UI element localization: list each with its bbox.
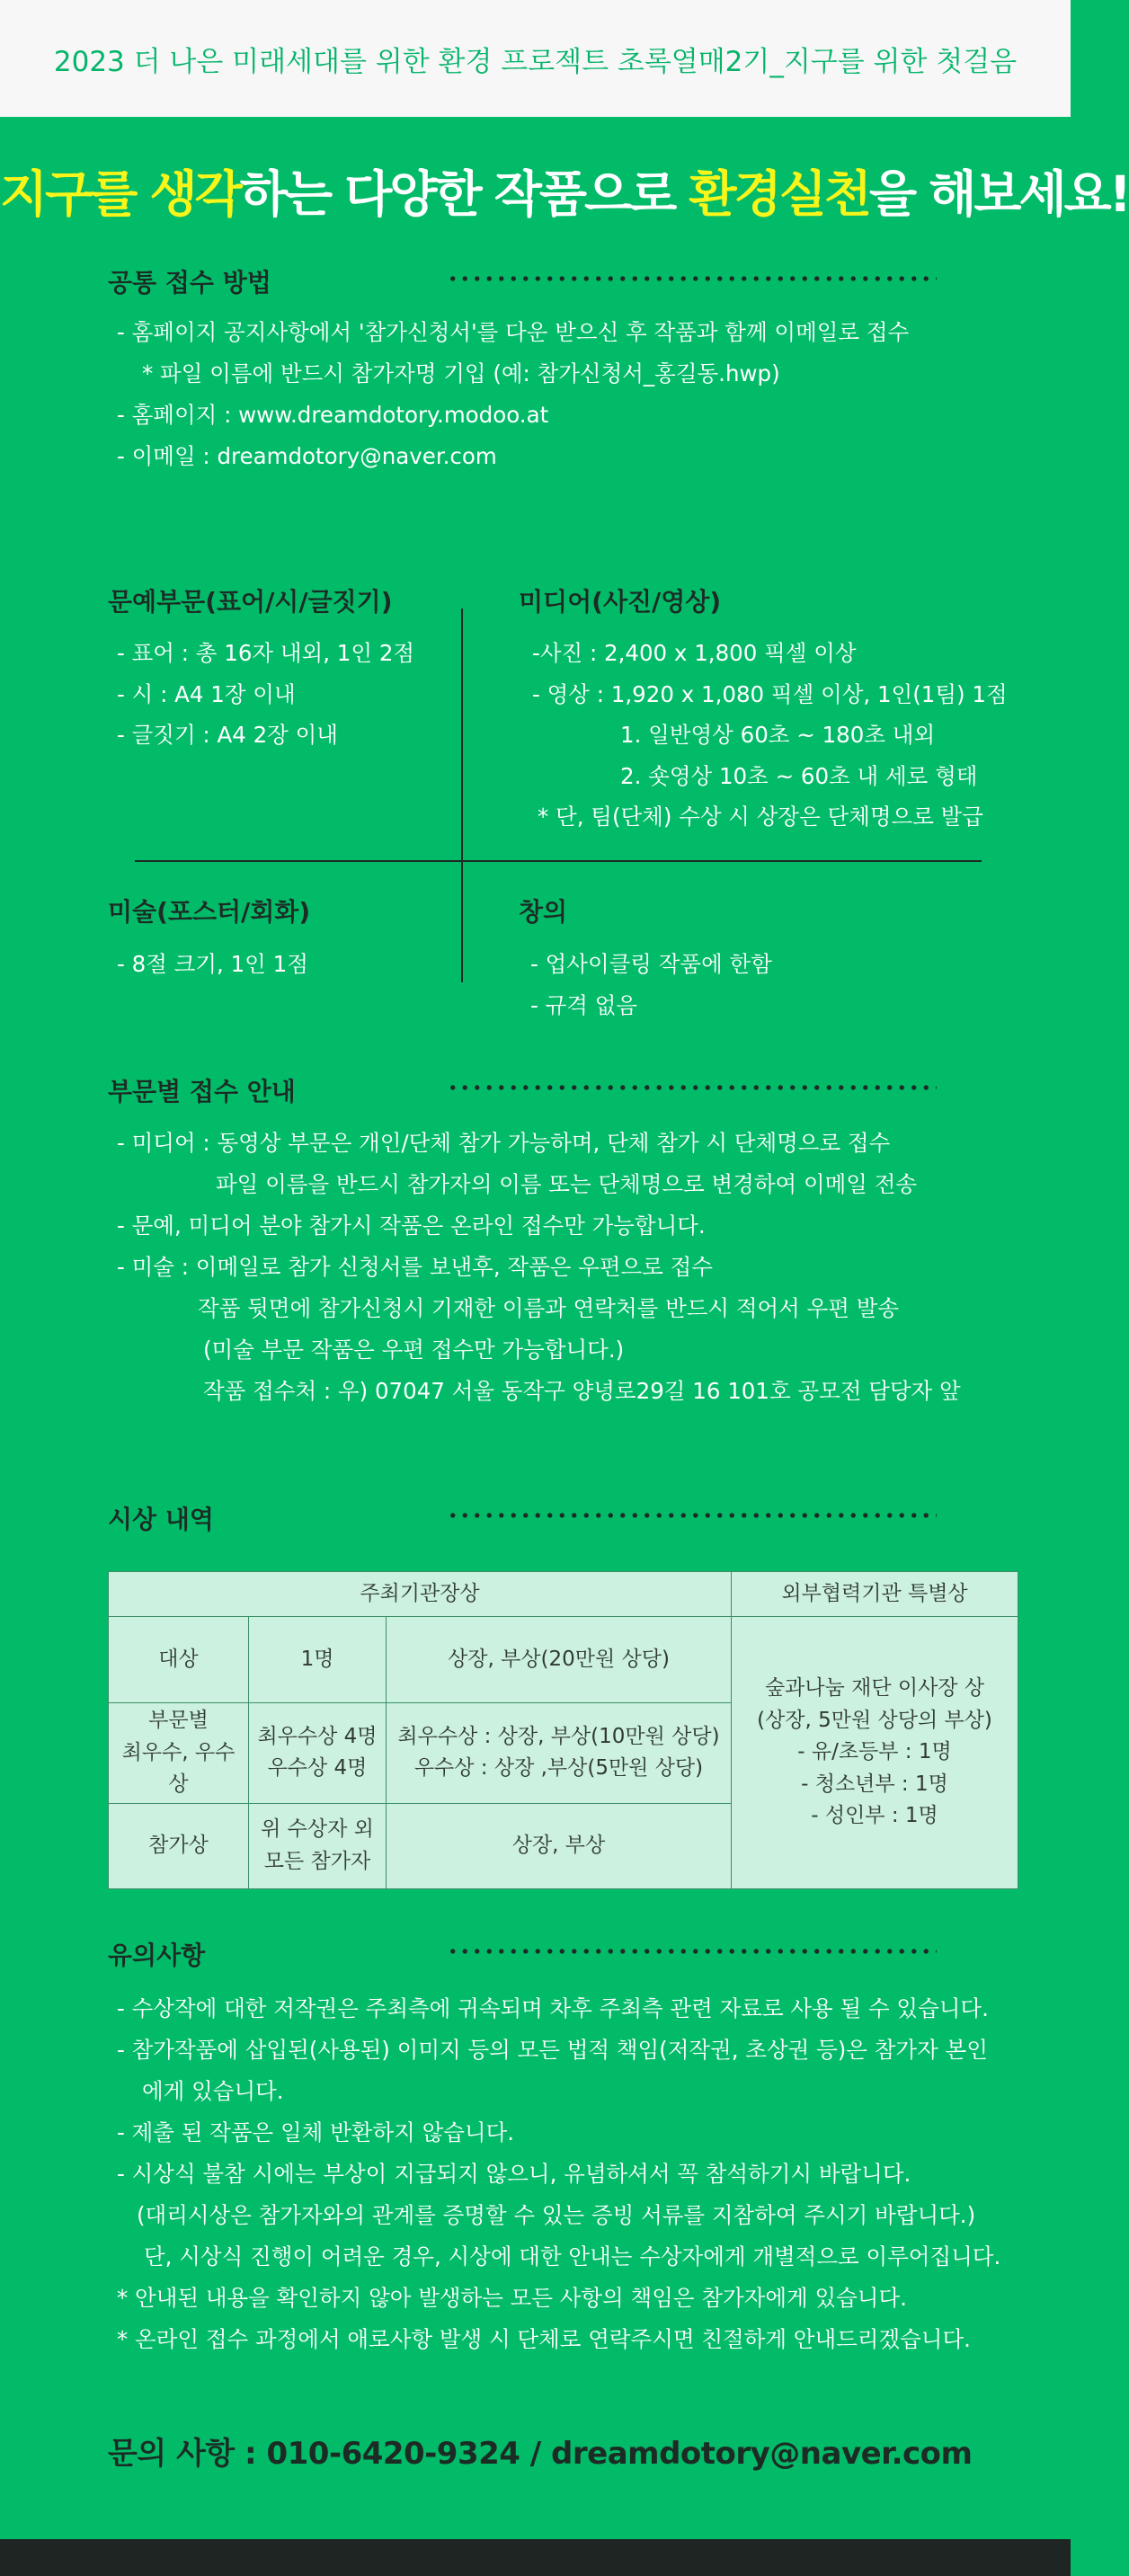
- creative-title: 창의: [519, 897, 568, 927]
- media-title: 미디어(사진/영상): [519, 587, 722, 617]
- table-cell: 상장, 부상(20만원 상당): [387, 1617, 732, 1703]
- table-row: [109, 1617, 1018, 1703]
- literature-line: - 시 : A4 1장 이내: [117, 681, 296, 707]
- guide-line: (미술 부문 작품은 우편 접수만 가능합니다.): [203, 1337, 625, 1363]
- literature-line: - 글짓기 : A4 2장 이내: [117, 722, 338, 748]
- category-guide-title: 부문별 접수 안내: [108, 1077, 296, 1106]
- table-cell: 최우수상 : 상장, 부상(10만원 상당) 우수상 : 상장 ,부상(5만원 상당): [387, 1703, 732, 1804]
- notes-line: - 참가작품에 삽입된(사용된) 이미지 등의 모든 법적 책임(저작권, 초상권 등)은 참가자 본인: [117, 2037, 988, 2063]
- media-line: 1. 일반영상 60초 ~ 180초 내외: [620, 722, 936, 748]
- notes-line: * 온라인 접수 과정에서 애로사항 발생 시 단체로 연락주시면 친절하게 안내드리겠습니다.: [117, 2326, 971, 2352]
- guide-line: - 미술 : 이메일로 참가 신청서를 보낸후, 작품은 우편으로 접수: [117, 1254, 713, 1280]
- guide-line: 파일 이름을 반드시 참가자의 이름 또는 단체명으로 변경하여 이메일 전송: [216, 1171, 918, 1197]
- partner-award-cell: 숲과나눔 재단 이사장 상 (상장, 5만원 상당의 부상) - 유/초등부 : 1명 - 청소년부 : 1명 - 성인부 : 1명: [732, 1617, 1018, 1889]
- bottom-bar: [0, 2539, 1071, 2576]
- page-title: 2023 더 나은 미래세대를 위한 환경 프로젝트 초록열매2기_지구를 위한 첫걸음: [53, 45, 1018, 78]
- dotted-divider: [447, 1513, 937, 1518]
- notes-line: (대리시상은 참가자와의 관계를 증명할 수 있는 증빙 서류를 지참하여 주시기 바랍니다.): [137, 2202, 976, 2228]
- table-cell: 위 수상자 외 모든 참가자: [249, 1803, 387, 1888]
- art-line: - 8절 크기, 1인 1점: [117, 951, 308, 977]
- table-cell: 대상: [109, 1617, 249, 1703]
- common-section-title: 공통 접수 방법: [108, 268, 271, 298]
- table-cell: 최우수상 4명 우수상 4명: [249, 1703, 387, 1804]
- headline-highlight-2: 환경실천: [689, 165, 869, 223]
- headline-highlight-1: 지구를 생각: [0, 165, 240, 223]
- grid-vertical-divider: [461, 608, 463, 982]
- awards-title: 시상 내역: [108, 1505, 214, 1534]
- awards-table: [108, 1571, 1018, 1889]
- dotted-divider: [447, 1085, 937, 1090]
- table-cell: 부문별 최우수, 우수상: [109, 1703, 249, 1804]
- grid-horizontal-divider: [135, 860, 982, 862]
- notes-line: - 시상식 불참 시에는 부상이 지급되지 않으니, 유념하셔서 꼭 참석하기시 바랍니다.: [117, 2161, 911, 2187]
- creative-line: - 규격 없음: [530, 992, 638, 1018]
- table-cell: 1명: [249, 1617, 387, 1703]
- table-header-partner: 외부협력기관 특별상: [732, 1572, 1018, 1617]
- notes-line: 단, 시상식 진행이 어려운 경우, 시상에 대한 안내는 수상자에게 개별적으로 이루어집니다.: [144, 2243, 1001, 2270]
- common-line: * 파일 이름에 반드시 참가자명 기입 (예: 참가신청서_홍길동.hwp): [142, 360, 780, 386]
- contact-info: 문의 사항 : 010-6420-9324 / dreamdotory@naver.com: [108, 2436, 973, 2472]
- media-line: * 단, 팀(단체) 수상 시 상장은 단체명으로 발급: [538, 804, 984, 830]
- common-line: - 홈페이지 공지사항에서 '참가신청서'를 다운 받으신 후 작품과 함께 이메일로 접수: [117, 319, 910, 345]
- dotted-divider: [447, 1949, 937, 1954]
- top-title-bar: [0, 0, 1071, 117]
- media-line: - 영상 : 1,920 x 1,080 픽셀 이상, 1인(1팀) 1점: [532, 681, 1008, 707]
- table-row: [109, 1572, 1018, 1617]
- table-cell: 상장, 부상: [387, 1803, 732, 1888]
- table-cell: 참가상: [109, 1803, 249, 1888]
- headline-text-1: 하는 다양한 작품으로: [239, 165, 689, 223]
- notes-line: 에게 있습니다.: [142, 2078, 284, 2104]
- guide-line: 작품 뒷면에 참가신청시 기재한 이름과 연락처를 반드시 적어서 우편 발송: [198, 1295, 900, 1321]
- headline-text-2: 을 해보세요!: [868, 165, 1129, 223]
- common-line: - 홈페이지 : www.dreamdotory.modoo.at: [117, 402, 549, 428]
- table-header-host: 주최기관장상: [109, 1572, 732, 1617]
- literature-line: - 표어 : 총 16자 내외, 1인 2점: [117, 640, 415, 666]
- headline: [0, 155, 1129, 226]
- dotted-divider: [447, 276, 937, 281]
- media-line: -사진 : 2,400 x 1,800 픽셀 이상: [532, 640, 857, 666]
- notes-line: - 제출 된 작품은 일체 반환하지 않습니다.: [117, 2119, 515, 2145]
- media-line: 2. 숏영상 10초 ~ 60초 내 세로 형태: [620, 763, 978, 789]
- art-title: 미술(포스터/회화): [108, 897, 311, 927]
- notes-title: 유의사항: [108, 1941, 206, 1970]
- notes-line: - 수상작에 대한 저작권은 주최측에 귀속되며 차후 주최측 관련 자료로 사용 될 수 있습니다.: [117, 1995, 989, 2021]
- guide-line: - 미디어 : 동영상 부문은 개인/단체 참가 가능하며, 단체 참가 시 단체명으로 접수: [117, 1130, 891, 1156]
- common-line: - 이메일 : dreamdotory@naver.com: [117, 443, 497, 469]
- literature-title: 문예부문(표어/시/글짓기): [108, 587, 393, 617]
- guide-line: 작품 접수처 : 우) 07047 서울 동작구 양녕로29길 16 101호 공모전 담당자 앞: [203, 1378, 961, 1404]
- creative-line: - 업사이클링 작품에 한함: [530, 951, 772, 977]
- notes-line: * 안내된 내용을 확인하지 않아 발생하는 모든 사항의 책임은 참가자에게 있습니다.: [117, 2285, 907, 2311]
- guide-line: - 문예, 미디어 분야 참가시 작품은 온라인 접수만 가능합니다.: [117, 1212, 706, 1239]
